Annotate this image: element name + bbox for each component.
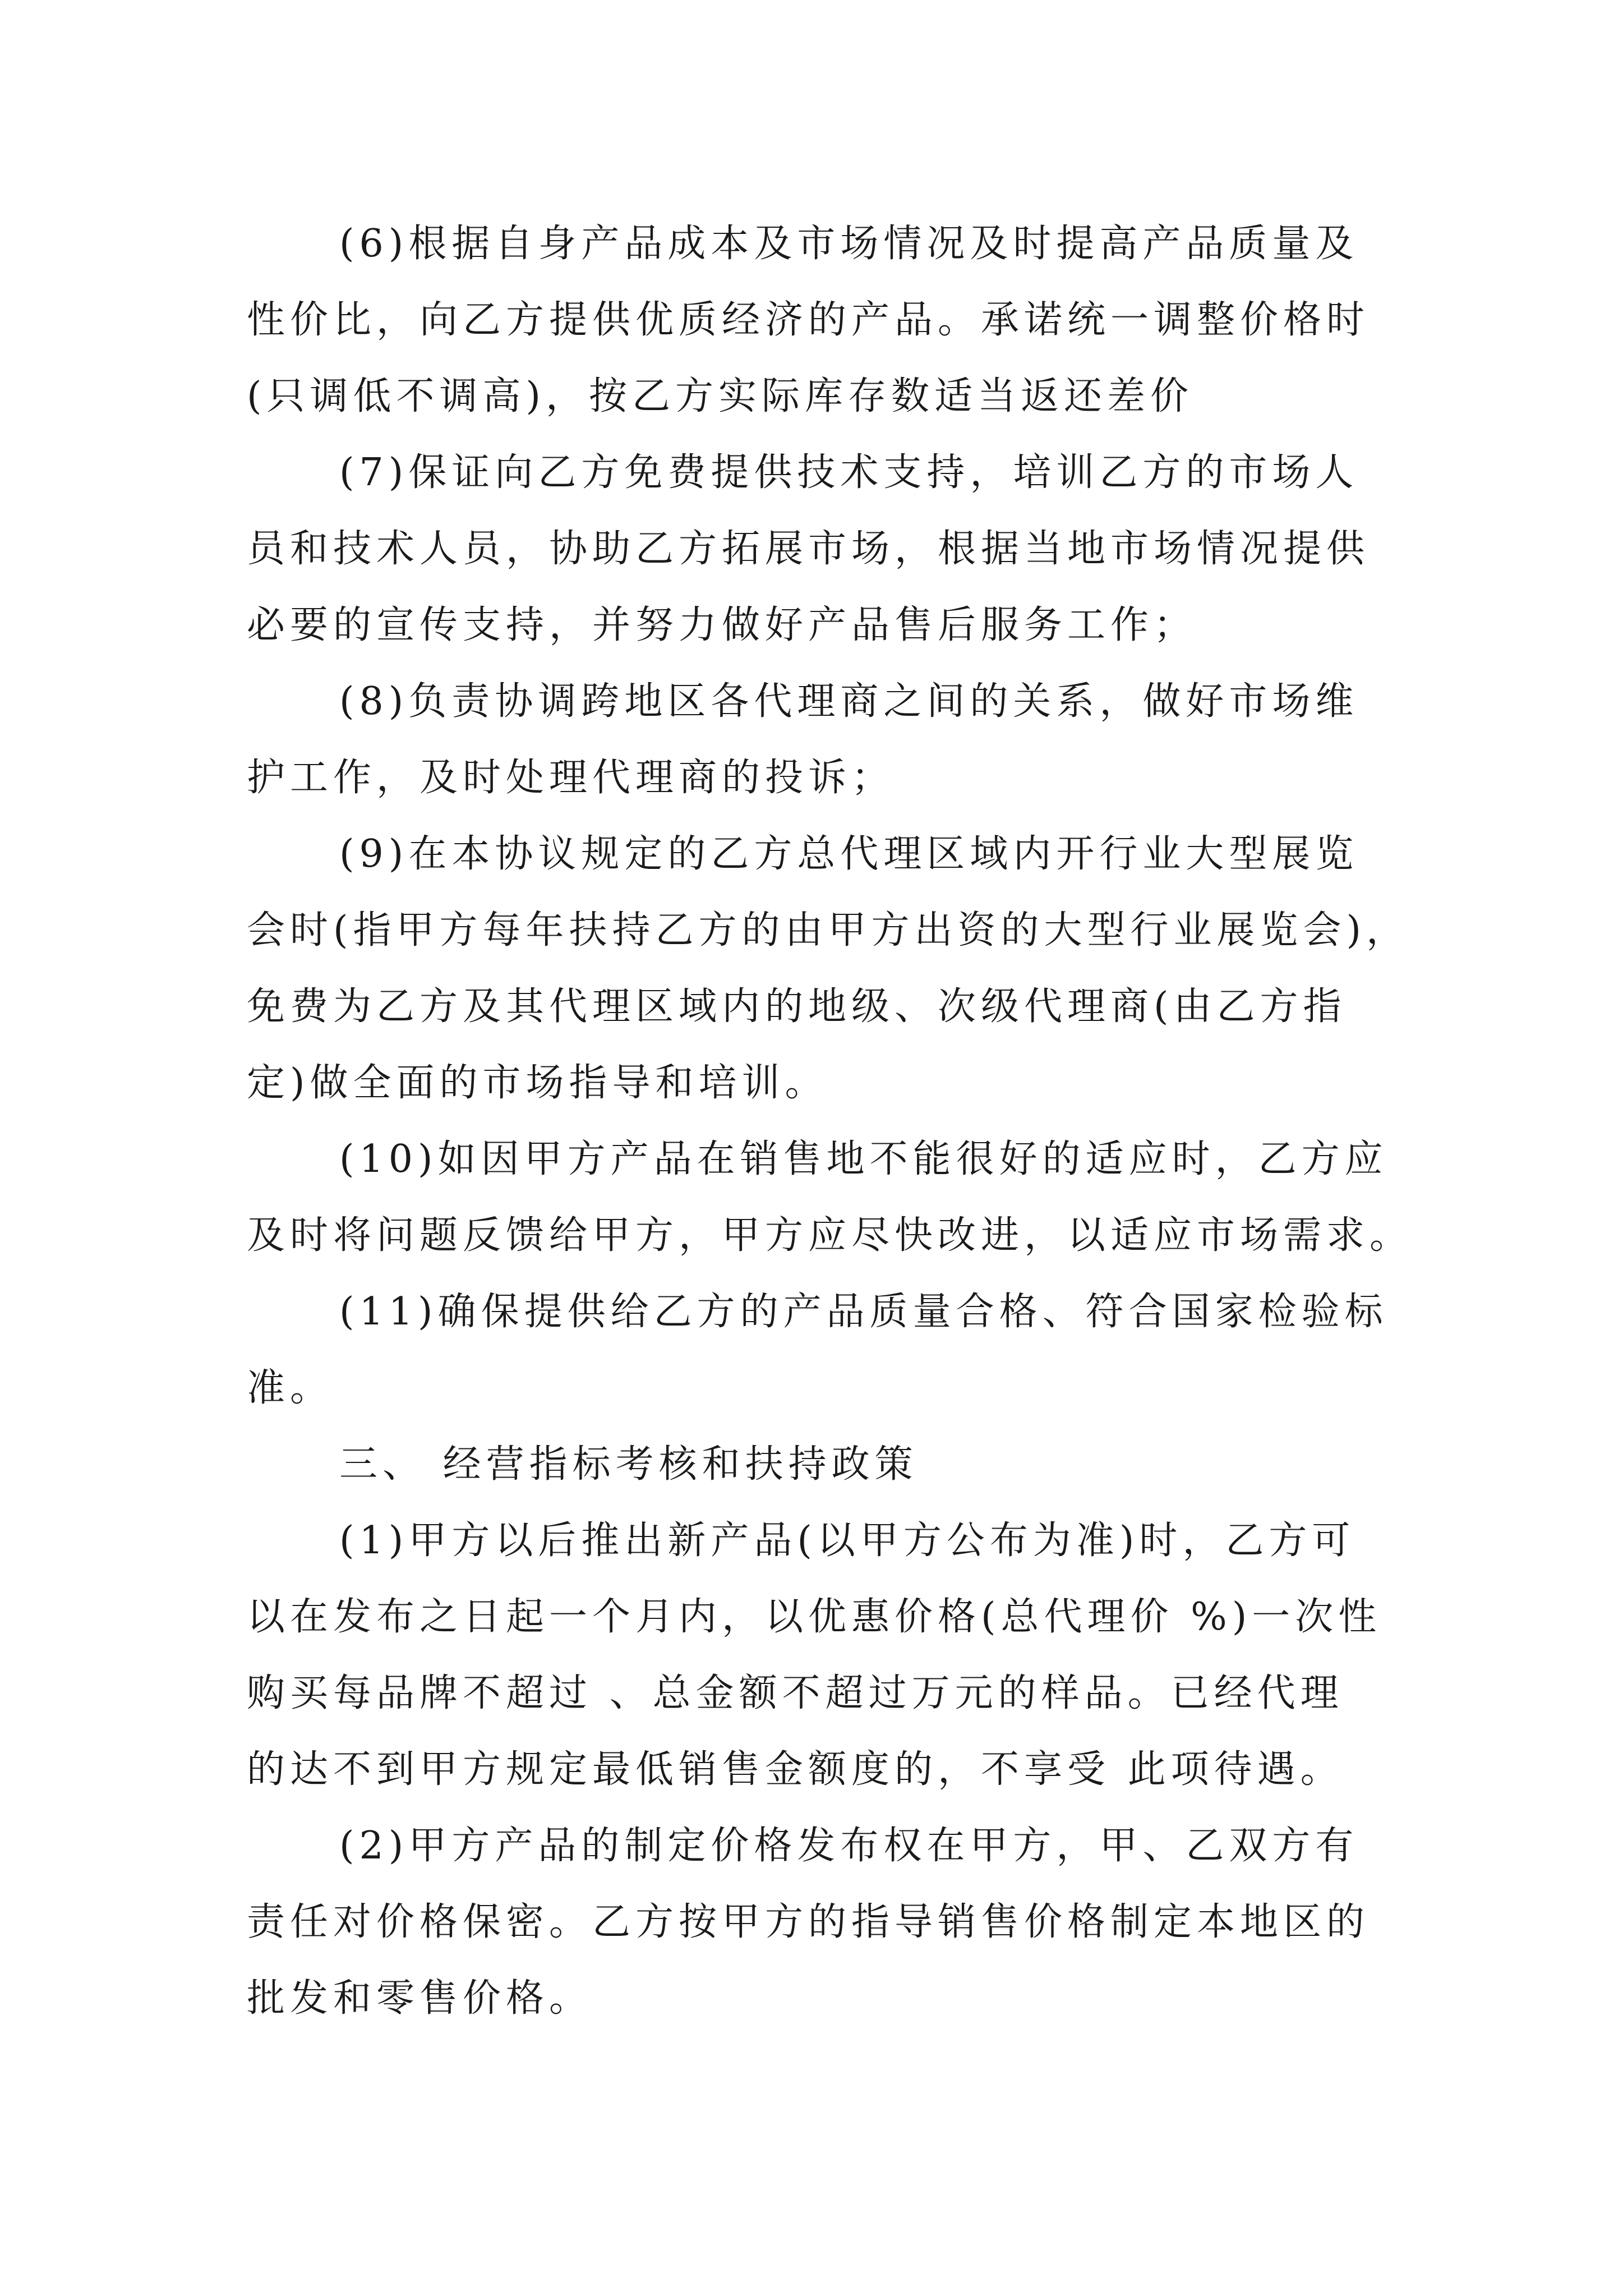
text-line: 会时(指甲方每年扶持乙方的由甲方出资的大型行业展览会)，: [247, 908, 1410, 953]
text-line: (2)甲方产品的制定价格发布权在甲方，甲、乙双方有: [339, 1824, 1359, 1868]
text-line: (6)根据自身产品成本及市场情况及时提高产品质量及: [339, 222, 1359, 266]
text-line: 准。: [247, 1366, 334, 1410]
text-line: 员和技术人员，协助乙方拓展市场，根据当地市场情况提供: [247, 527, 1370, 571]
text-line: 必要的宣传支持，并努力做好产品售后服务工作；: [247, 603, 1197, 647]
text-line: 购买每品牌不超过 、总金额不超过万元的样品。已经代理: [247, 1671, 1344, 1715]
text-line: (11)确保提供给乙方的产品质量合格、符合国家检验标: [339, 1290, 1388, 1334]
section-heading: 三、 经营指标考核和扶持政策: [339, 1442, 918, 1487]
text-line: 及时将问题反馈给甲方，甲方应尽快改进，以适应市场需求。: [247, 1213, 1413, 1258]
text-line: 责任对价格保密。乙方按甲方的指导销售价格制定本地区的: [247, 1900, 1370, 1944]
text-line: (9)在本协议规定的乙方总代理区域内开行业大型展览: [339, 832, 1359, 876]
text-line: 定)做全面的市场指导和培训。: [247, 1061, 828, 1105]
text-line: (1)甲方以后推出新产品(以甲方公布为准)时，乙方可: [339, 1519, 1355, 1563]
text-line: (只调低不调高)，按乙方实际库存数适当返还差价: [247, 374, 1194, 418]
text-line: (10)如因甲方产品在销售地不能很好的适应时，乙方应: [339, 1137, 1388, 1181]
text-line: 的达不到甲方规定最低销售金额度的，不享受 此项待遇。: [247, 1747, 1344, 1792]
text-line: 以在发布之日起一个月内，以优惠价格(总代理价 %)一次性: [247, 1595, 1382, 1639]
text-line: (7)保证向乙方免费提供技术支持，培训乙方的市场人: [339, 450, 1359, 495]
text-line: 护工作，及时处理代理商的投诉；: [247, 756, 895, 800]
text-line: 免费为乙方及其代理区域内的地级、次级代理商(由乙方指: [247, 984, 1347, 1029]
text-line: 性价比，向乙方提供优质经济的产品。承诺统一调整价格时: [247, 298, 1370, 342]
text-line: 批发和零售价格。: [247, 1976, 593, 2021]
text-line: (8)负责协调跨地区各代理商之间的关系，做好市场维: [339, 679, 1359, 724]
